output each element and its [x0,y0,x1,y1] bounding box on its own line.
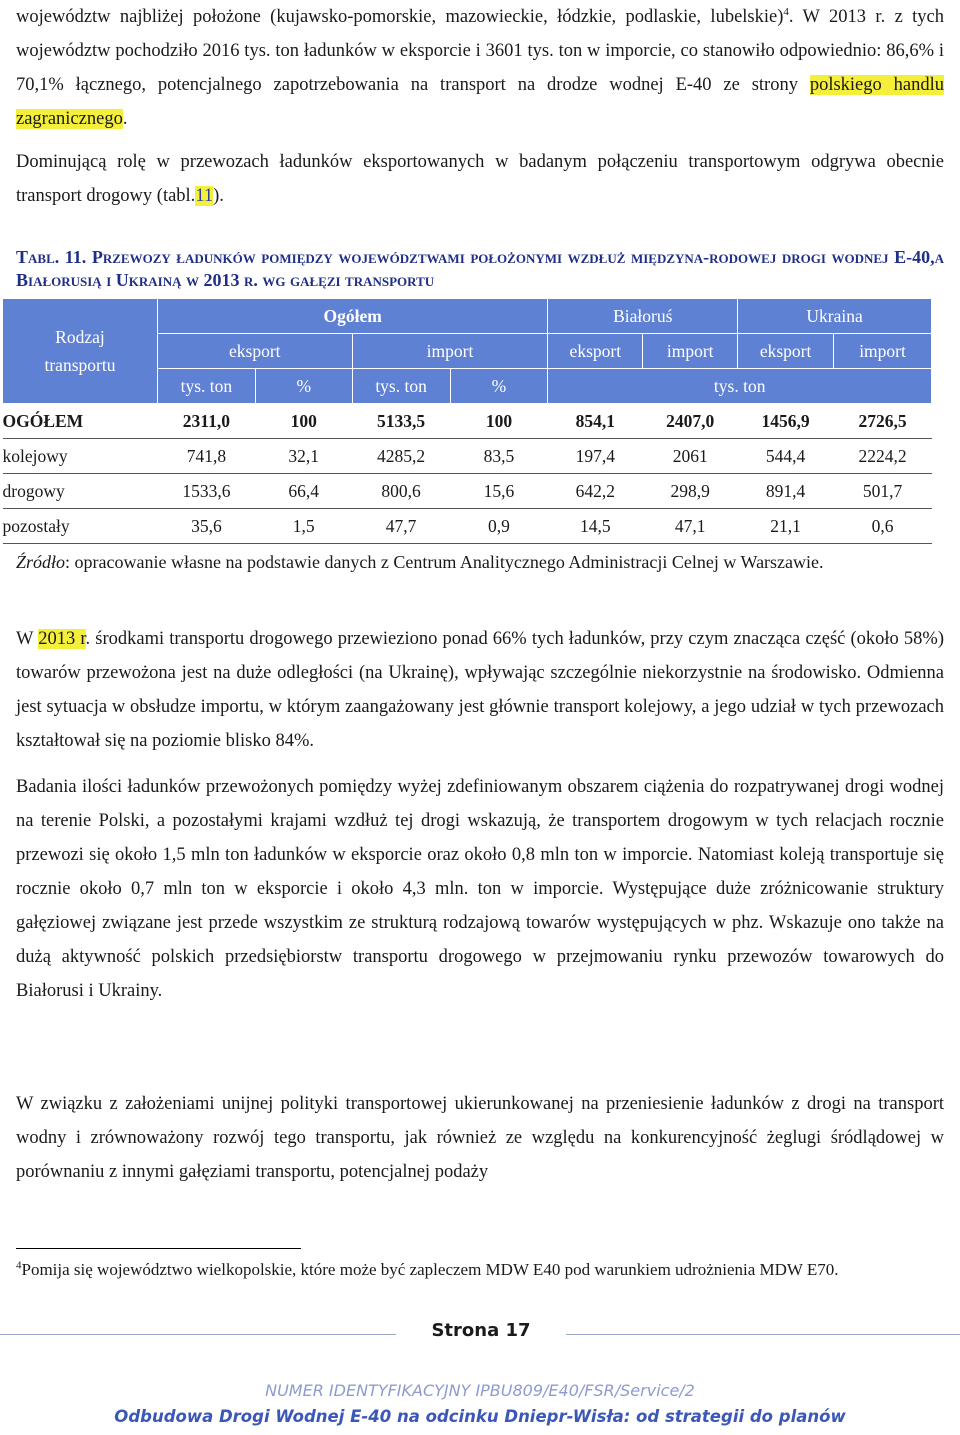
header-import: import [834,334,932,369]
header-unit: tys. ton [157,369,255,404]
paragraph-2: Dominującą rolę w przewozach ładunków eksportowanych w badanym połączeniu transportowym odgrywa obecnie transport drogowy (tabl.11). [16,152,944,206]
table-reference[interactable]: 11 [195,186,214,206]
footnote-ref[interactable]: 4 [783,5,789,18]
highlight: 2013 r [38,629,86,649]
document-id: NUMER IDENTYFIKACYJNY IPBU809/E40/FSR/Service/2 [265,1381,695,1400]
transport-table [2,298,932,544]
table-caption: Tabl. 11. Przewozy ładunków pomiędzy województwami położonymi wzdłuż międzyna-rodowej drogi wodnej E-40,a Białorusią i Ukrainą w 2013 r. wg gałęzi transportu [16,247,944,290]
table-source: Źródło: opracowanie własne na podstawie danych z Centrum Analitycznego Administracji Celnej w Warszawie. [16,552,824,572]
project-title: Odbudowa Drogi Wodnej E-40 na odcinku Dniepr-Wisła: od strategii do planów [114,1407,846,1426]
header-import: import [643,334,738,369]
highlight: polskiego handlu zagranicznego [16,75,944,129]
table-row: OGÓŁEM 2311,0 100 5133,5 100 854,1 2407,0 1456,9 2726,5 [3,404,932,439]
paragraph-5: W związku z założeniami unijnej polityki transportowej ukierunkowanej na przeniesienie ładunków z drogi na transport wodny i zrównoważony rozwój tego transportu, jak również ze względu na konkurencyjność żeglugi śródlądowej w porównaniu z innymi gałęziami transportu, potencjalnej podaży [16,1094,944,1182]
header-eksport: eksport [157,334,352,369]
header-rodzaj: Rodzaj transportu [3,299,158,404]
table-row: kolejowy 741,8 32,1 4285,2 83,5 197,4 2061 544,4 2224,2 [3,439,932,474]
header-import: import [352,334,548,369]
footnote-divider [16,1248,301,1249]
paragraph-3: W 2013 r. środkami transportu drogowego przewieziono ponad 66% tych ładunków, przy czym znacząca część (około 58%) towarów przewożona jest na duże odległości (na Ukrainę), wpływając szczególnie niekorzystnie na środowisko. Odmienna jest sytuacja w obsłudze importu, w którym zaangażowany jest głównie transport kolejowy, a jego udział w tych przewozach kształtował się na poziomie blisko 84%. [16,629,944,751]
header-eksport: eksport [738,334,834,369]
header-unit: % [255,369,352,404]
paragraph-4: Badania ilości ładunków przewożonych pomiędzy wyżej zdefiniowanym obszarem ciążenia do rozpatrywanej drogi wodnej na terenie Polski, a pozostałymi krajami wzdłuż tej drogi wskazują, że transportem drogowym w tych relacjach rocznie przewozi się około 1,5 mln ton ładunków w eksporcie oraz około 0,8 mln ton w imporcie. Natomiast koleją transportuje się rocznie około 0,7 mln ton w eksporcie i około 4,3 mln. ton w imporcie. Występujące duże zróżnicowanie struktury gałęziowej związane jest przede wszystkim ze strukturą rodzajową towarów występujących w phz. Wskazuje ono także na dużą aktywność polskich przedsiębiorstw transportu drogowego w przejmowaniu rynku przewozów towarowych do Białorusi i Ukrainy. [16,777,944,1001]
header-ogolem: Ogółem [157,299,547,334]
header-eksport: eksport [548,334,643,369]
header-ukraina: Ukraina [738,299,932,334]
table-row: pozostały 35,6 1,5 47,7 0,9 14,5 47,1 21,1 0,6 [3,509,932,544]
header-unit: % [450,369,548,404]
header-bialorus: Białoruś [548,299,738,334]
header-unit: tys. ton [548,369,932,404]
table-row: drogowy 1533,6 66,4 800,6 15,6 642,2 298,9 891,4 501,7 [3,474,932,509]
page-number: Strona 17 [396,1320,566,1341]
header-unit: tys. ton [352,369,450,404]
footnote: $^4$Pomija się województwo wielkopolskie, które może być zapleczem MDW E40 pod warunkiem udrożnienia MDW E70. [16,1259,839,1279]
paragraph-1: województw najbliżej położone (kujawsko-pomorskie, mazowieckie, łódzkie, podlaskie, lubelskie)$^4$. W 2013 r. z tych województw pochodziło 2016 tys. ton ładunków w eksporcie i 3601 tys. ton w imporcie, co stanowiło odpowiednio: 86,6% i 70,1% łącznego, potencjalnego zapotrzebowania na transport na drodze wodnej E-40 ze strony polskiego handlu zagranicznego. [16,5,945,129]
